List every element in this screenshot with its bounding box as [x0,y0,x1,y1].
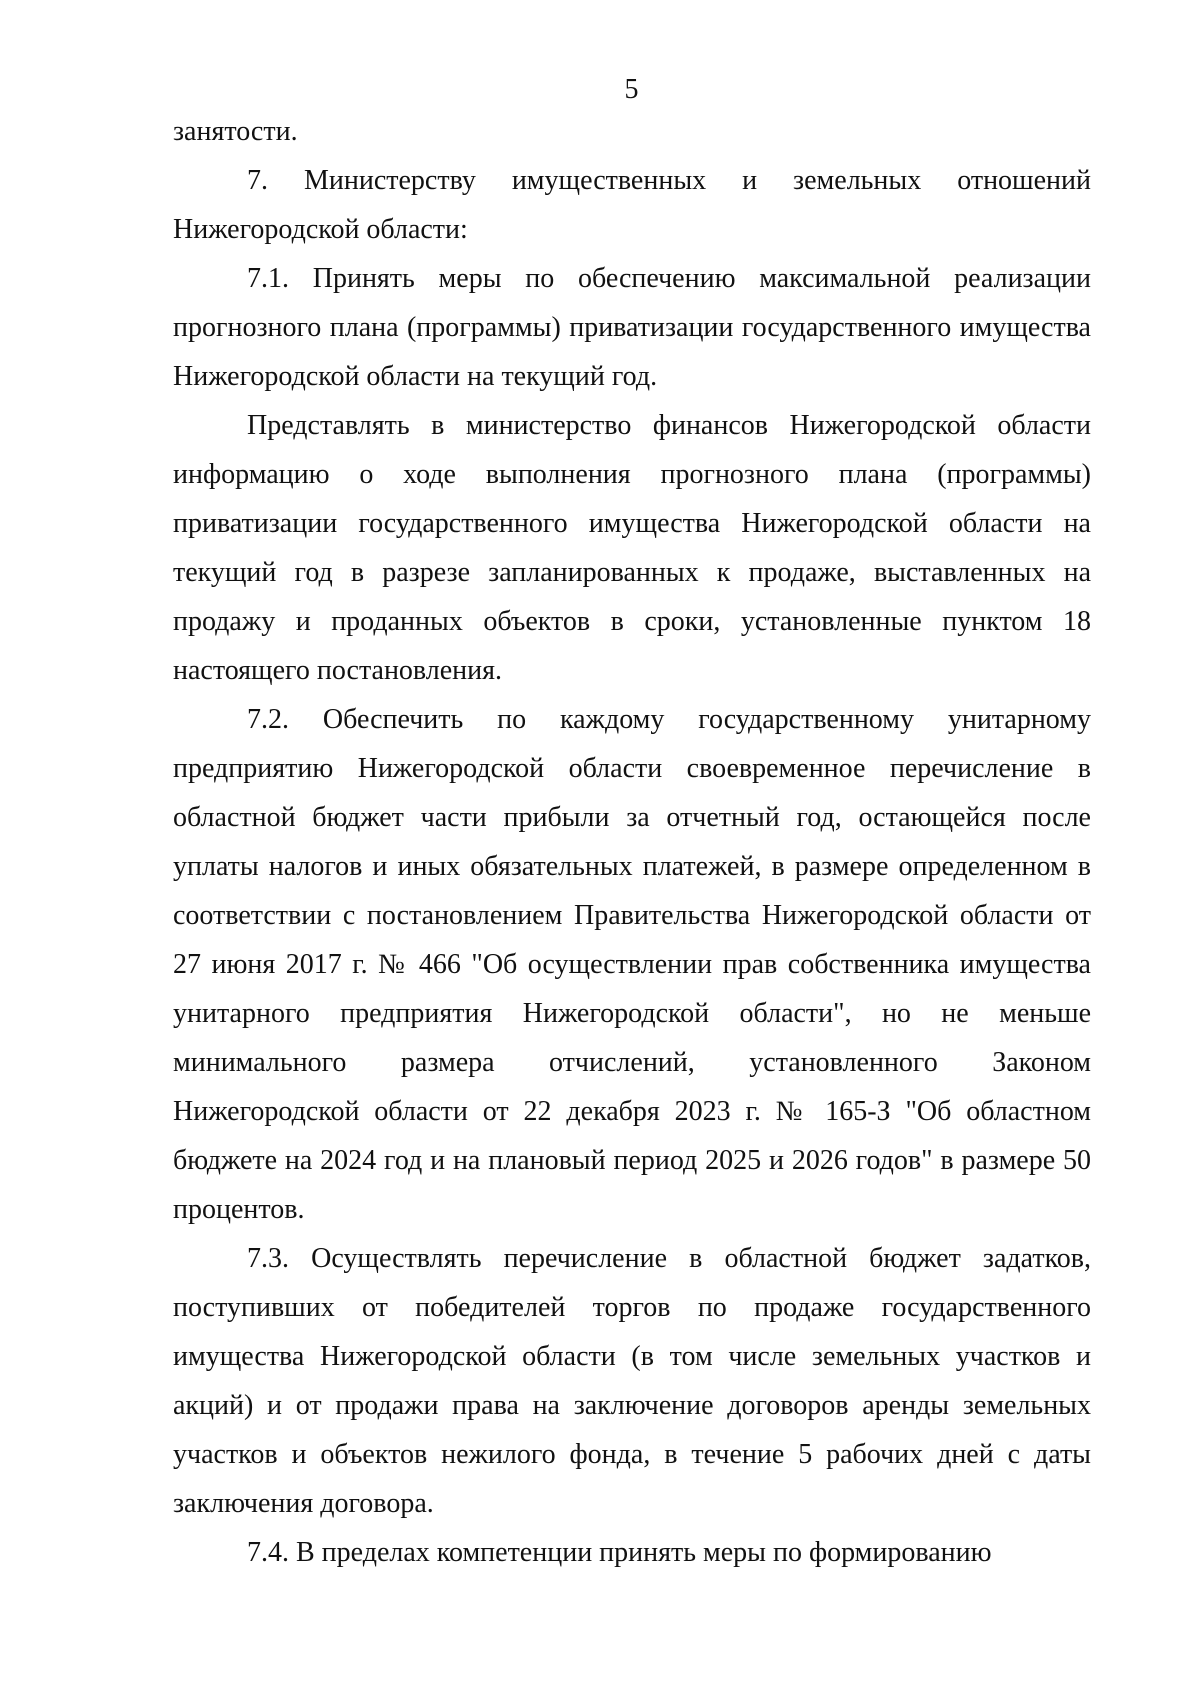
paragraph-item-7-3: 7.3. Осуществлять перечисление в областной бюджет задатков, поступивших от победителей торгов по продаже государственного имущества Нижегородской области (в том числе земельных участков и акций) и от продажи права на заключение договоров аренды земельных участков и объектов нежилого фонда, в течение 5 рабочих дней с даты заключения договора. [173,1243,1091,1519]
paragraph-item-7: 7. Министерству имущественных и земельных отношений Нижегородской области: [173,165,1091,245]
paragraph-continuation: занятости. [173,116,298,147]
paragraph-item-7-2: 7.2. Обеспечить по каждому государственному унитарному предприятию Нижегородской области своевременное перечисление в областной бюджет части прибыли за отчетный год, остающейся после уплаты налогов и иных обязательных платежей, в размере определенном в соответствии с постановлением Правительства Нижегородской области от 27 июня 2017 г. № 466 "Об осуществлении прав собственника имущества унитарного предприятия Нижегородской области", но не меньше минимального размера отчислений, установленного Законом Нижегородской области от 22 декабря 2023 г. № 165-З "Об областном бюджете на 2024 год и на плановый период 2025 и 2026 годов" в размере 50 процентов. [173,704,1091,1225]
paragraph-reporting: Представлять в министерство финансов Нижегородской области информацию о ходе выполнения прогнозного плана (программы) приватизации государственного имущества Нижегородской области на текущий год в разрезе запланированных к продаже, выставленных на продажу и проданных объектов в сроки, установленные пунктом 18 настоящего постановления. [173,410,1091,686]
paragraph-item-7-4: 7.4. В пределах компетенции принять меры по формированию [247,1537,992,1568]
paragraph-item-7-1: 7.1. Принять меры по обеспечению максимальной реализации прогнозного плана (программы) приватизации государственного имущества Нижегородской области на текущий год. [173,263,1091,392]
page-number: 5 [624,74,639,105]
document-body [173,107,1091,1577]
